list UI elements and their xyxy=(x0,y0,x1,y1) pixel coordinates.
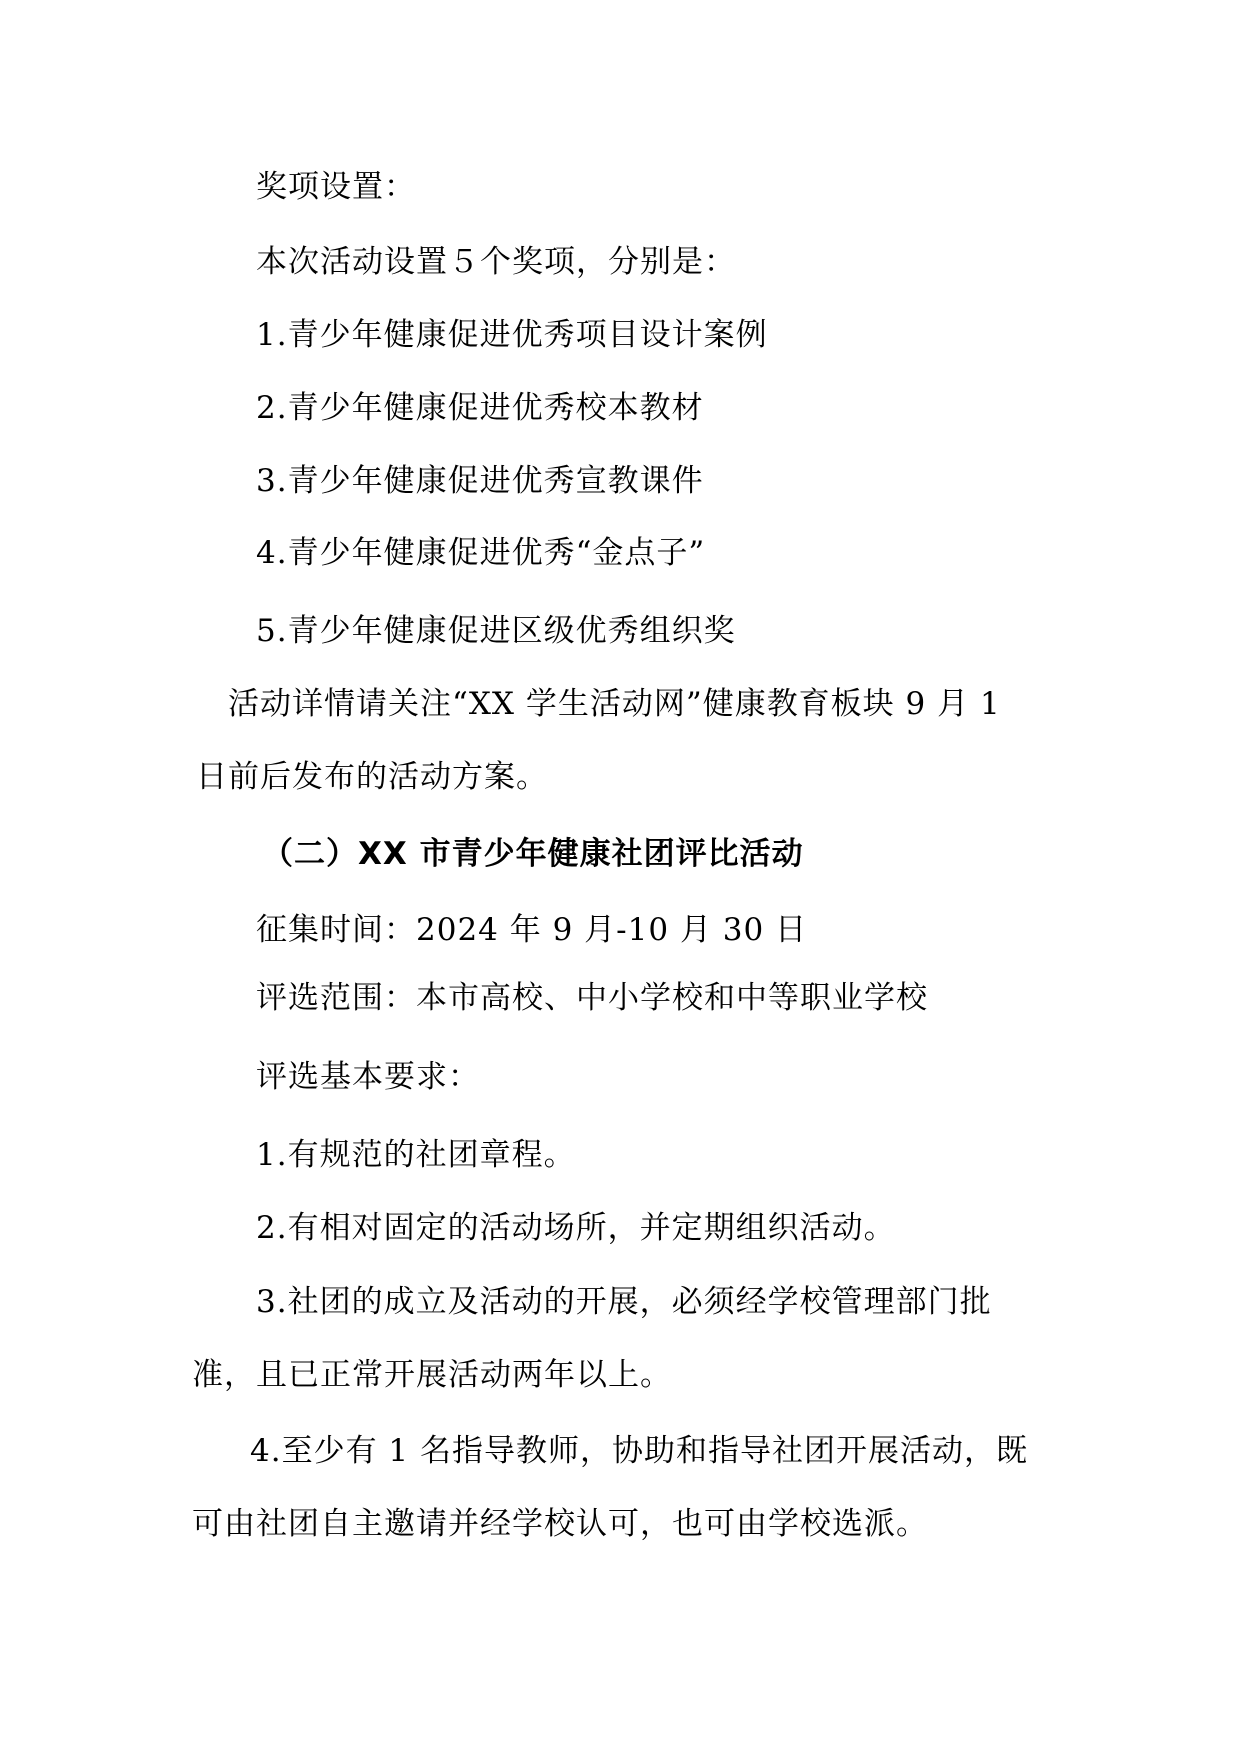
award-item-4: 4.青少年健康促进优秀“金点子” xyxy=(256,535,706,571)
details-line-1: 活动详情请关注“XX 学生活动网”健康教育板块 9 月 1 xyxy=(228,686,1001,722)
requirement-3-line-2: 准，且已正常开展活动两年以上。 xyxy=(192,1357,672,1393)
requirement-4-line-1: 4.至少有 1 名指导教师，协助和指导社团开展活动，既 xyxy=(250,1433,1029,1469)
collection-time: 征集时间：2024 年 9 月-10 月 30 日 xyxy=(256,912,808,948)
requirement-1: 1.有规范的社团章程。 xyxy=(256,1137,576,1173)
award-item-2: 2.青少年健康促进优秀校本教材 xyxy=(256,390,704,426)
requirement-4-line-2: 可由社团自主邀请并经学校认可，也可由学校选派。 xyxy=(192,1506,928,1542)
awards-heading: 奖项设置： xyxy=(256,169,416,205)
details-line-2: 日前后发布的活动方案。 xyxy=(196,759,548,795)
award-item-3: 3.青少年健康促进优秀宣教课件 xyxy=(256,463,704,499)
selection-scope: 评选范围：本市高校、中小学校和中等职业学校 xyxy=(256,980,928,1016)
requirements-heading: 评选基本要求： xyxy=(256,1059,480,1095)
requirement-3-line-1: 3.社团的成立及活动的开展，必须经学校管理部门批 xyxy=(256,1284,992,1320)
section-title: （二）XX 市青少年健康社团评比活动 xyxy=(262,836,804,872)
requirement-2: 2.有相对固定的活动场所，并定期组织活动。 xyxy=(256,1210,896,1246)
award-item-5: 5.青少年健康促进区级优秀组织奖 xyxy=(256,613,736,649)
award-item-1: 1.青少年健康促进优秀项目设计案例 xyxy=(256,317,768,353)
awards-intro: 本次活动设置５个奖项，分别是： xyxy=(256,244,736,280)
